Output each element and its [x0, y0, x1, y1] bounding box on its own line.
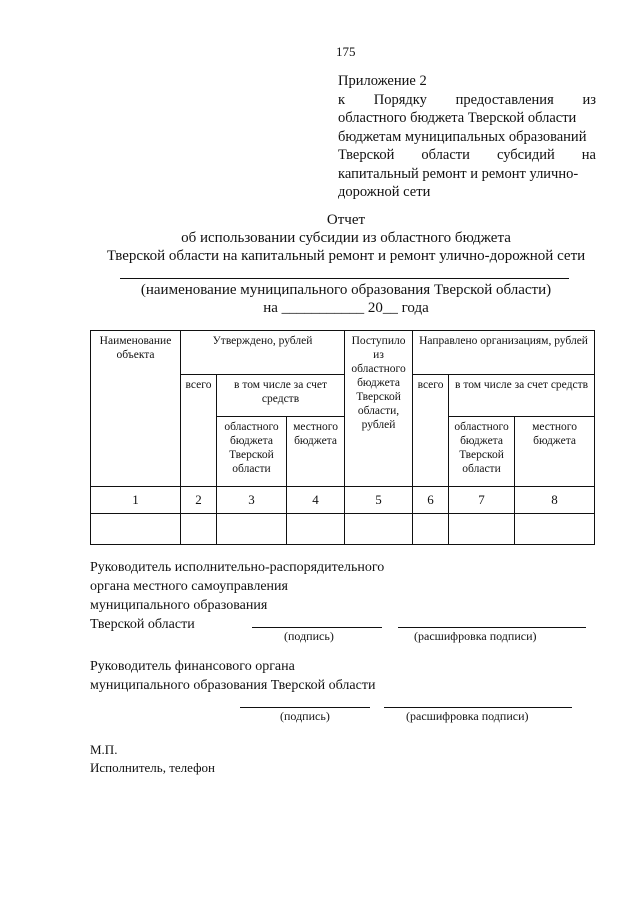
- header-directed-including: в том числе за счет средств: [449, 375, 595, 417]
- page-number: 175: [336, 44, 356, 59]
- date-year: 20__ года: [367, 300, 429, 316]
- column-number: 6: [413, 487, 449, 514]
- column-number: 3: [217, 487, 287, 514]
- column-number: 8: [515, 487, 595, 514]
- signature1-decoding-caption: (расшифровка подписи): [414, 629, 537, 643]
- appendix-word: Тверской: [338, 147, 395, 163]
- municipality-caption: (наименование муниципального образования Тверской области): [140, 282, 552, 298]
- report-table: [90, 330, 595, 545]
- header-object-name: Наименование объекта: [91, 331, 181, 487]
- empty-cell: [181, 514, 217, 545]
- signature1-sign-caption: (подпись): [284, 629, 334, 643]
- signature2-sign-line: [240, 707, 370, 708]
- appendix-line: [338, 146, 596, 165]
- appendix-line: [338, 91, 596, 110]
- header-directed-regional: областного бюджета Тверской области: [449, 417, 515, 487]
- appendix-word: области: [421, 147, 470, 163]
- column-number: 7: [449, 487, 515, 514]
- empty-cell: [287, 514, 345, 545]
- signature1-line: Руководитель исполнительно-распорядительного: [90, 560, 385, 575]
- header-approved: Утверждено, рублей: [181, 331, 345, 375]
- footer-block: [90, 741, 215, 777]
- appendix-word: субсидий: [496, 147, 555, 163]
- header-received: Поступило из областного бюджета Тверской области, рублей: [345, 331, 413, 487]
- signature2-line: Руководитель финансового органа: [90, 659, 295, 674]
- header-approved-including: в том числе за счет средств: [217, 375, 345, 417]
- appendix-line: Приложение 2: [338, 73, 427, 89]
- appendix-line: капитальный ремонт и ремонт улично-: [338, 165, 579, 182]
- report-subtitle: Тверской области на капитальный ремонт и ремонт улично-дорожной сети: [106, 248, 586, 264]
- header-approved-total: всего: [181, 375, 217, 487]
- header-approved-local: местного бюджета: [287, 417, 345, 487]
- date-blank: ___________: [281, 300, 365, 316]
- signature1-sign-line: [252, 627, 382, 628]
- header-directed: Направлено организациям, рублей: [413, 331, 595, 375]
- date-prefix: на: [263, 300, 278, 316]
- signature1-line: Тверской области: [90, 617, 195, 632]
- empty-cell: [413, 514, 449, 545]
- signature1-line: органа местного самоуправления: [90, 579, 288, 594]
- signature1-decoding-line: [398, 627, 586, 628]
- appendix-word: предоставления: [455, 91, 554, 108]
- signature2-title: [90, 657, 375, 695]
- empty-cell: [345, 514, 413, 545]
- column-number: 2: [181, 487, 217, 514]
- report-date: [80, 299, 612, 317]
- column-number: 4: [287, 487, 345, 514]
- appendix-line: областного бюджета Тверской области: [338, 110, 577, 126]
- appendix-word: на: [581, 147, 596, 163]
- municipality-rule: [120, 278, 569, 279]
- executor-label: Исполнитель, телефон: [90, 760, 215, 775]
- header-directed-local: местного бюджета: [515, 417, 595, 487]
- appendix-word: из: [582, 91, 596, 108]
- empty-cell: [91, 514, 181, 545]
- signature2-line: муниципального образования Тверской области: [90, 678, 376, 693]
- appendix-word: Порядку: [373, 91, 427, 108]
- empty-cell: [217, 514, 287, 545]
- signature2-decoding-line: [384, 707, 572, 708]
- report-title: Отчет: [326, 212, 366, 228]
- column-numbers-row: [91, 487, 595, 514]
- header-approved-regional: областного бюджета Тверской области: [217, 417, 287, 487]
- appendix-block: [338, 72, 596, 202]
- signature2-sign-caption: (подпись): [280, 709, 330, 723]
- report-subtitle: об использовании субсидии из областного бюджета: [181, 230, 511, 246]
- signature1-title: [90, 558, 384, 634]
- header-directed-total: всего: [413, 375, 449, 487]
- stamp-label: М.П.: [90, 742, 118, 757]
- empty-data-row: [91, 514, 595, 545]
- column-number: 1: [91, 487, 181, 514]
- empty-cell: [449, 514, 515, 545]
- appendix-line: дорожной сети: [338, 184, 431, 200]
- signature1-line: муниципального образования: [90, 598, 268, 613]
- appendix-line: бюджетам муниципальных образований: [338, 128, 587, 145]
- empty-cell: [515, 514, 595, 545]
- signature2-decoding-caption: (расшифровка подписи): [406, 709, 529, 723]
- appendix-word: к: [338, 91, 346, 108]
- column-number: 5: [345, 487, 413, 514]
